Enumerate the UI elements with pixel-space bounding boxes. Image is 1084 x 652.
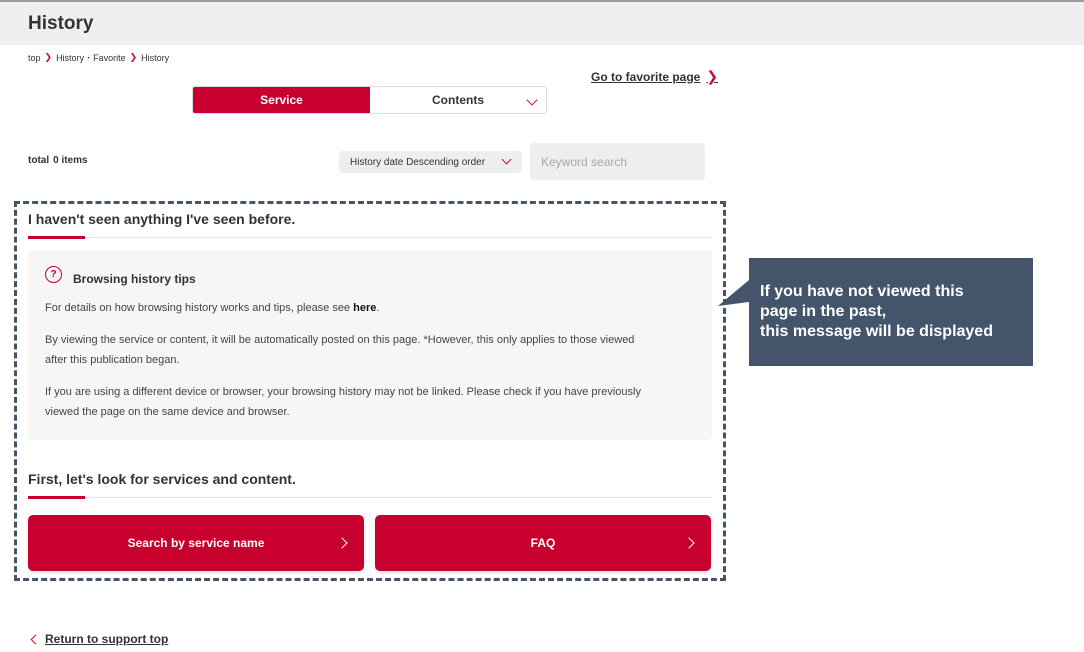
tab-contents[interactable] [370,87,546,113]
chevron-down-icon [502,155,512,165]
tips-text: viewed the page on the same device and browser. [45,406,290,418]
tips-text: For details on how browsing history works and tips, please see [45,302,354,314]
callout-line: If you have not viewed this [760,283,964,300]
search-by-service-name-label: Search by service name [127,536,265,550]
callout-line: this message will be displayed [760,323,993,340]
divider [28,497,712,498]
empty-history-heading: I haven't seen anything I've seen before. [28,211,296,227]
divider [28,237,712,238]
tab-service[interactable] [193,87,370,113]
go-to-favorite-link[interactable] [591,68,718,85]
tab-contents-label: Contents [432,93,484,107]
return-to-support-top-link[interactable] [30,632,168,646]
tips-paragraph-2 [45,330,700,370]
total-count [28,155,88,166]
tips-text: . [376,302,380,314]
page-title: History [28,13,94,34]
sort-order-value: History date Descending order [350,156,486,168]
chevron-right-icon: ❯ [706,68,719,84]
question-circle-icon: ? [45,266,62,283]
total-label: total [28,155,50,166]
callout-line: page in the past, [760,303,887,320]
tips-title: Browsing history tips [73,272,196,286]
breadcrumb [28,51,169,64]
tips-here-link[interactable]: here [353,302,377,314]
keyword-search-input[interactable] [530,143,705,180]
breadcrumb-item-current: History [141,52,170,63]
tips-paragraph-1 [45,298,700,318]
look-for-services-heading: First, let's look for services and content. [28,471,296,487]
tips-text: If you are using a different device or browser, your browsing history may not be linked. Please check if you have previously [45,386,641,398]
heading-accent-bar [28,236,85,239]
search-by-service-name-button[interactable] [28,515,364,571]
tab-service-label: Service [260,93,303,107]
tips-text: By viewing the service or content, it will be automatically posted on this page. *However, this only applies to those viewed [45,334,635,346]
history-tabs [192,86,547,114]
go-to-favorite-label: Go to favorite page [591,69,701,84]
tips-text: after this publication began. [45,354,180,366]
faq-button[interactable] [375,515,711,571]
total-value: 0 items [53,155,88,166]
chevron-right-icon: ❯ [129,52,138,62]
breadcrumb-item-top[interactable]: top [28,52,41,63]
sort-order-select[interactable] [339,151,522,173]
chevron-left-icon [31,634,41,644]
chevron-right-icon: ❯ [44,52,53,62]
faq-label: FAQ [530,536,556,550]
page-header [0,2,1084,45]
return-to-support-top-label: Return to support top [45,632,169,646]
chevron-right-icon [683,537,694,548]
chevron-right-icon [336,537,347,548]
breadcrumb-item-history-favorite[interactable]: History・Favorite [56,53,126,63]
heading-accent-bar [28,496,85,499]
chevron-down-icon [526,94,537,105]
annotation-callout [749,258,1033,366]
tips-paragraph-3 [45,382,700,422]
